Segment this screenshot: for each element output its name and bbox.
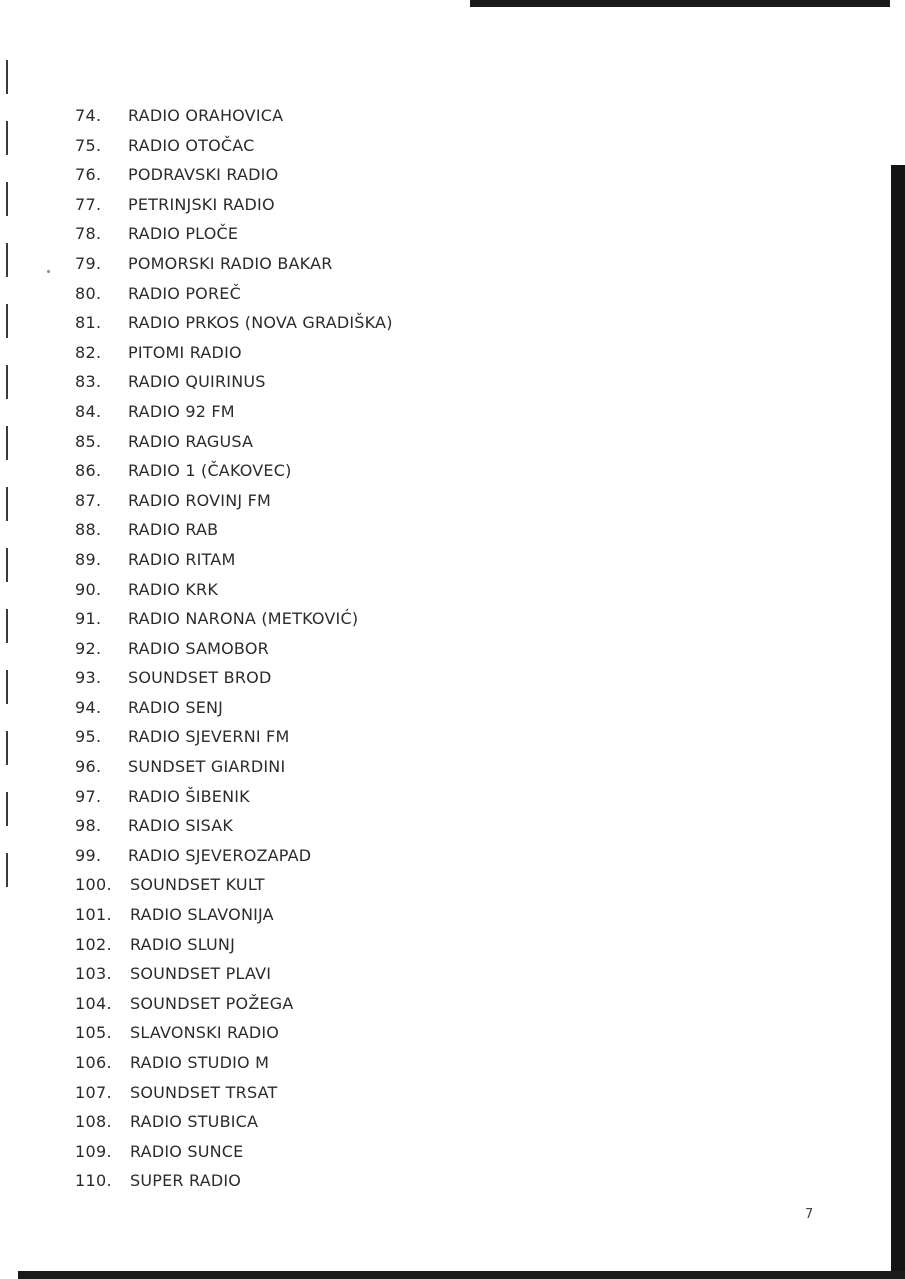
station-name: PODRAVSKI RADIO	[128, 165, 279, 185]
station-name: SOUNDSET POŽEGA	[130, 993, 294, 1013]
list-item	[0, 606, 700, 636]
station-number: 96.	[75, 757, 102, 777]
station-name: RADIO ORAHOVICA	[128, 106, 284, 125]
list-item	[0, 902, 700, 932]
station-name: RADIO ŠIBENIK	[128, 786, 250, 806]
station-number: 78.	[75, 224, 102, 244]
list-item	[0, 103, 700, 133]
list-item	[0, 1139, 700, 1169]
list-item	[0, 961, 700, 991]
station-name: RADIO SLAVONIJA	[130, 905, 274, 925]
station-name: SUNDSET GIARDINI	[128, 757, 286, 777]
station-name: PETRINJSKI RADIO	[128, 194, 275, 214]
station-number: 99.	[75, 845, 102, 865]
list-item	[0, 932, 700, 962]
list-item	[0, 754, 700, 784]
station-name: RADIO QUIRINUS	[128, 372, 266, 392]
station-name: RADIO NARONA (METKOVIĆ)	[128, 609, 359, 629]
station-number: 107.	[75, 1082, 112, 1102]
list-item	[0, 665, 700, 695]
station-list	[0, 103, 700, 1198]
station-number: 98.	[75, 816, 102, 836]
station-number: 77.	[75, 194, 102, 214]
list-item	[0, 1168, 700, 1198]
station-name: RADIO 1 (ČAKOVEC)	[128, 461, 292, 481]
list-item	[0, 133, 700, 163]
station-name: RADIO OTOČAC	[128, 135, 255, 155]
list-item	[0, 1020, 700, 1050]
list-item	[0, 340, 700, 370]
list-item	[0, 251, 700, 281]
station-number: 74.	[75, 106, 102, 125]
list-item	[0, 813, 700, 843]
list-item	[0, 281, 700, 311]
list-item	[0, 872, 700, 902]
station-number: 108.	[75, 1112, 112, 1132]
station-number: 84.	[75, 401, 102, 421]
station-number: 95.	[75, 727, 102, 747]
station-number: 90.	[75, 579, 102, 599]
station-number: 87.	[75, 490, 102, 510]
station-name: SOUNDSET KULT	[130, 875, 265, 895]
station-name: RADIO PLOČE	[128, 224, 239, 244]
list-item	[0, 547, 700, 577]
station-name: RADIO SAMOBOR	[128, 638, 269, 658]
station-number: 94.	[75, 697, 102, 717]
station-name: SUPER RADIO	[130, 1171, 242, 1191]
station-number: 101.	[75, 905, 112, 925]
station-name: RADIO RAB	[128, 520, 219, 540]
station-name: SOUNDSET BROD	[128, 668, 272, 688]
list-item	[0, 458, 700, 488]
station-name: SLAVONSKI RADIO	[130, 1023, 280, 1043]
station-number: 110.	[75, 1171, 112, 1191]
station-number: 76.	[75, 165, 102, 185]
station-name: RADIO SENJ	[128, 697, 224, 717]
list-item	[0, 784, 700, 814]
list-item	[0, 488, 700, 518]
station-number: 97.	[75, 786, 102, 806]
station-name: RADIO SISAK	[128, 816, 234, 836]
station-number: 103.	[75, 964, 112, 984]
station-name: RADIO POREČ	[128, 283, 241, 303]
station-number: 89.	[75, 549, 102, 569]
list-item	[0, 429, 700, 459]
list-item	[0, 577, 700, 607]
station-name: RADIO ROVINJ FM	[128, 490, 272, 510]
station-name: RADIO STUDIO M	[130, 1053, 270, 1072]
list-item	[0, 991, 700, 1021]
station-number: 109.	[75, 1141, 112, 1161]
list-item	[0, 192, 700, 222]
station-name: PITOMI RADIO	[128, 342, 242, 362]
station-name: RADIO SJEVEROZAPAD	[128, 845, 312, 865]
station-name: RADIO STUBICA	[130, 1112, 259, 1132]
station-number: 88.	[75, 520, 102, 540]
station-number: 85.	[75, 431, 102, 451]
station-number: 75.	[75, 135, 102, 155]
list-item	[0, 843, 700, 873]
list-item	[0, 221, 700, 251]
station-name: RADIO SJEVERNI FM	[128, 727, 290, 747]
station-number: 102.	[75, 934, 112, 954]
list-item	[0, 162, 700, 192]
scan-edge-right	[891, 165, 905, 1279]
station-number: 81.	[75, 313, 102, 333]
station-name: SOUNDSET TRSAT	[130, 1082, 278, 1102]
station-number: 100.	[75, 875, 112, 895]
list-item	[0, 369, 700, 399]
list-item	[0, 695, 700, 725]
station-number: 86.	[75, 461, 102, 481]
station-name: RADIO KRK	[128, 579, 219, 599]
station-number: 92.	[75, 638, 102, 658]
station-number: 83.	[75, 372, 102, 392]
station-name: RADIO RAGUSA	[128, 431, 254, 451]
station-number: 93.	[75, 668, 102, 688]
station-number: 82.	[75, 342, 102, 362]
list-item	[0, 1050, 700, 1080]
list-item	[0, 1109, 700, 1139]
station-name: RADIO 92 FM	[128, 401, 235, 421]
station-number: 80.	[75, 283, 102, 303]
list-item	[0, 1080, 700, 1110]
station-name: RADIO SLUNJ	[130, 934, 236, 954]
scan-tick	[6, 60, 8, 94]
station-name: RADIO SUNCE	[130, 1141, 244, 1161]
list-item	[0, 517, 700, 547]
station-number: 104.	[75, 993, 112, 1013]
station-number: 105.	[75, 1023, 112, 1043]
station-name: RADIO PRKOS (NOVA GRADIŠKA)	[128, 313, 393, 333]
station-name: SOUNDSET PLAVI	[130, 964, 272, 984]
list-item	[0, 724, 700, 754]
station-name: POMORSKI RADIO BAKAR	[128, 253, 333, 273]
station-number: 106.	[75, 1053, 112, 1072]
station-number: 79.	[75, 253, 102, 273]
list-item	[0, 399, 700, 429]
list-item	[0, 636, 700, 666]
scan-edge-top	[470, 0, 890, 7]
station-number: 91.	[75, 609, 102, 629]
list-item	[0, 310, 700, 340]
page-number: 7	[805, 1207, 814, 1222]
station-name: RADIO RITAM	[128, 549, 236, 569]
scan-edge-bottom	[18, 1271, 905, 1279]
